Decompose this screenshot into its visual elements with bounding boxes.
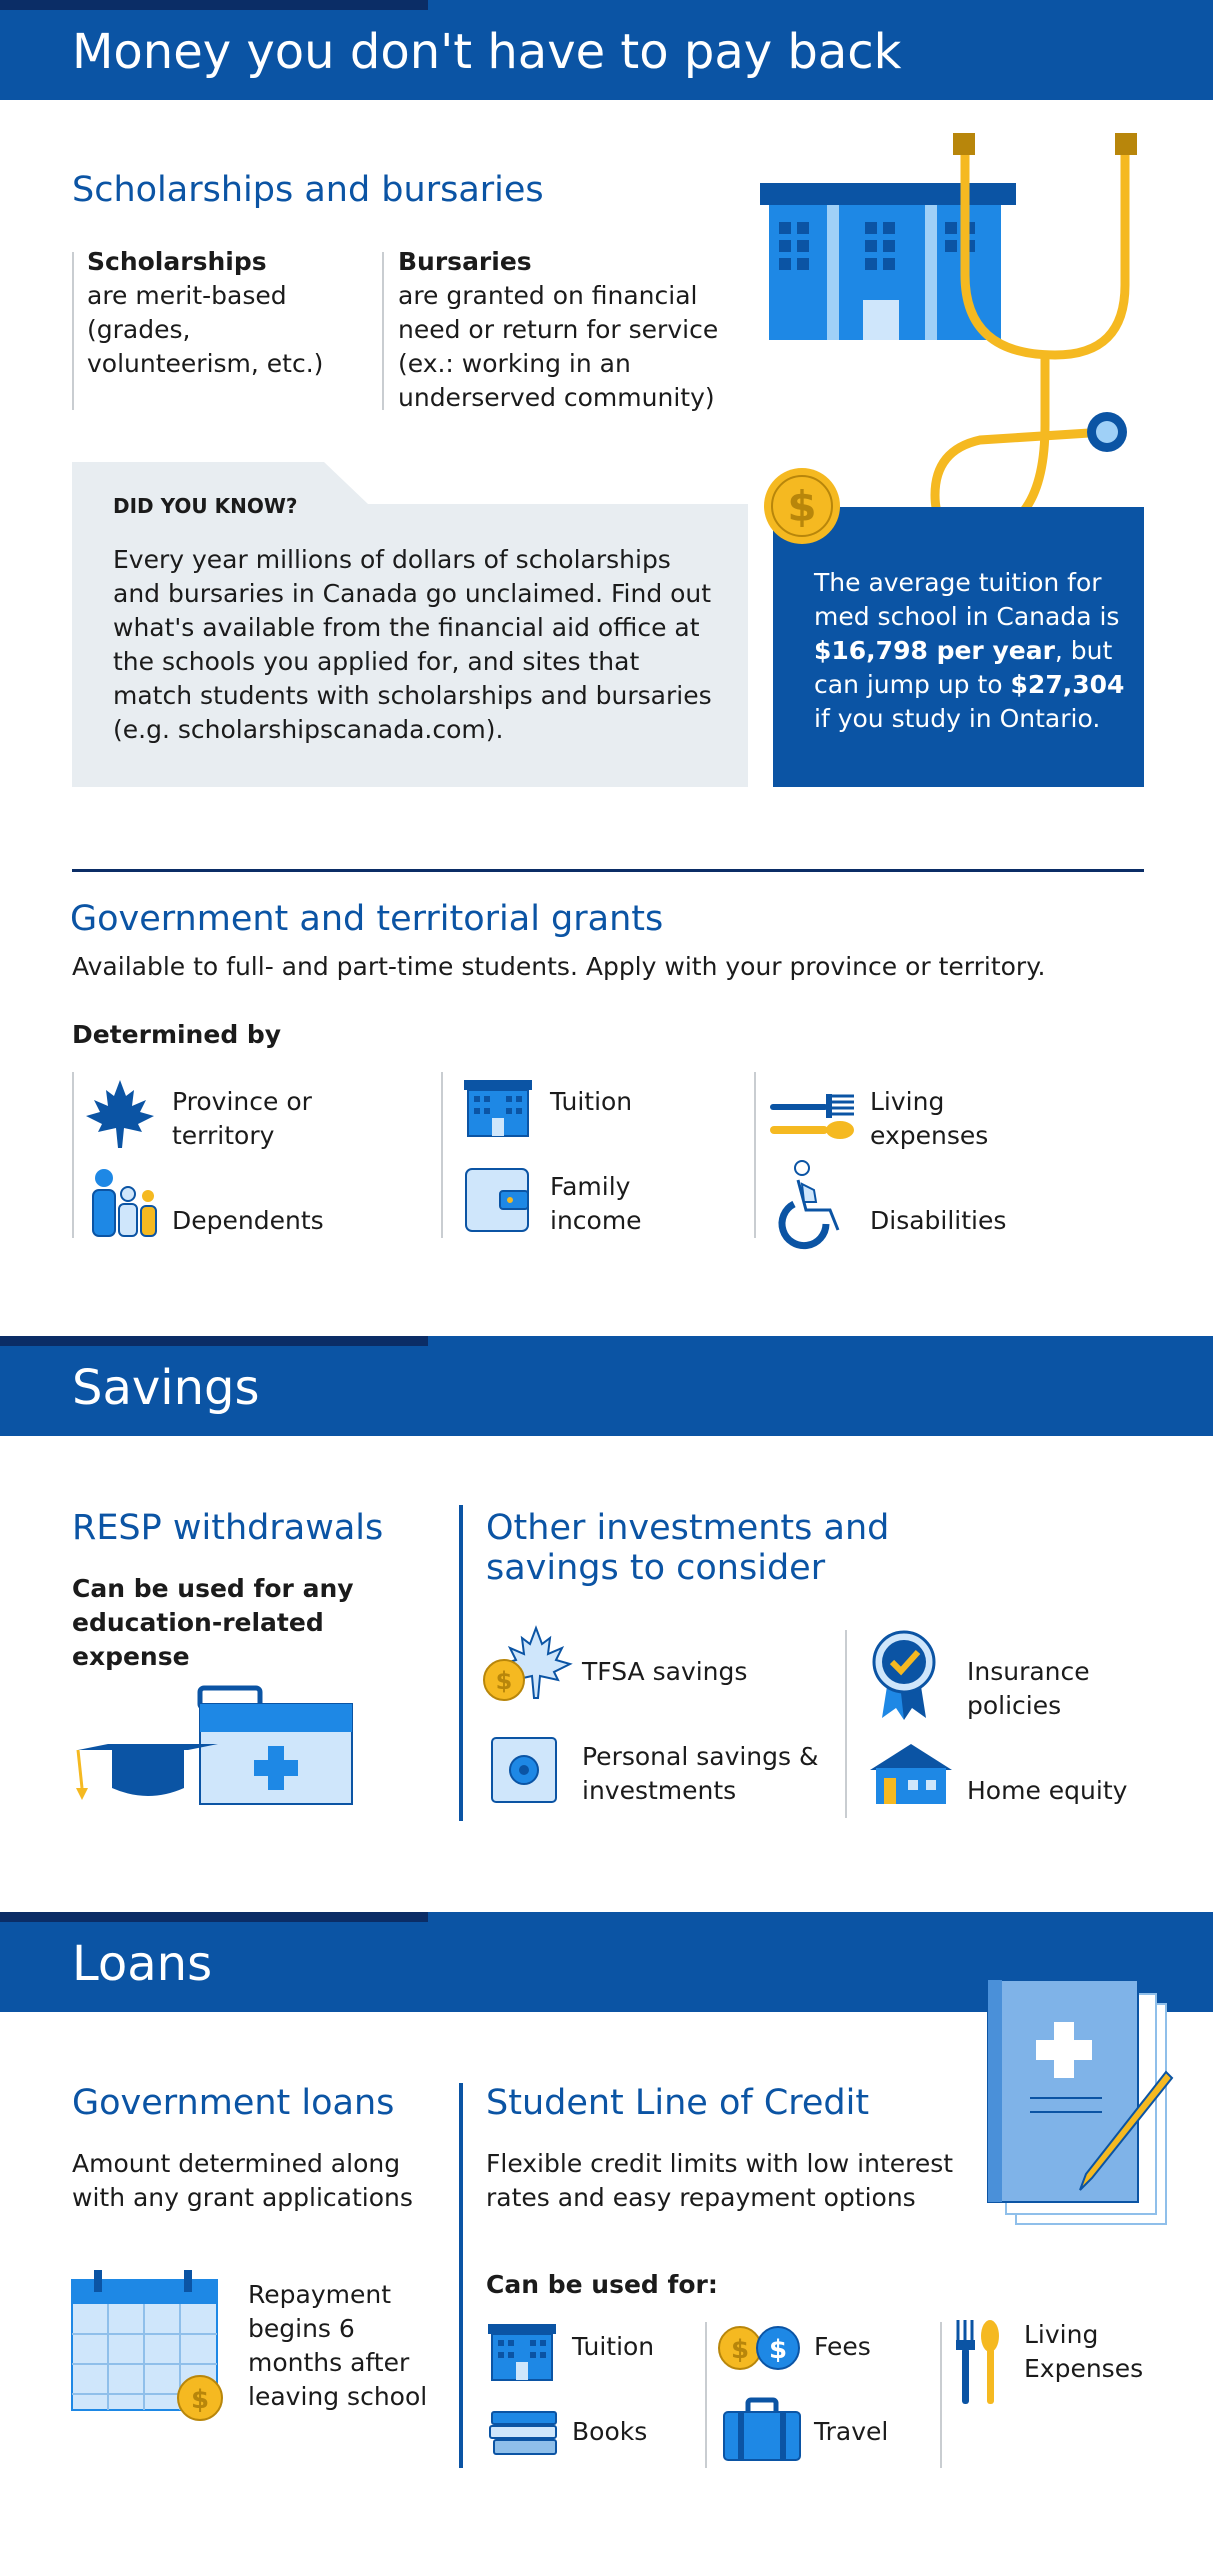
dollar-coin-icon [762, 466, 842, 546]
grant-item-label: Tuition [550, 1087, 633, 1116]
tuition-text-3: if you study in Ontario. [814, 704, 1101, 733]
grant-item-label: Living expenses [870, 1087, 989, 1150]
credit-item-label: Travel [814, 2417, 889, 2446]
building-icon [462, 1078, 534, 1138]
tuition-text-2: , but can jump up to [814, 636, 1113, 699]
government-loans-text: Amount determined along with any grant applications [72, 2149, 413, 2212]
did-you-know-text: Every year millions of dollars of scholarships and bursaries in Canada go unclaimed. Find out what's available from the financial aid office at the schools you applied for, and sites that match students with scholarships and bursaries (e.g. scholarshipscanada.com). [113, 545, 712, 744]
savings-item-label: Home equity [967, 1776, 1128, 1805]
divider [940, 2322, 942, 2468]
section-title-money: Money you don't have to pay back [72, 24, 902, 80]
line-of-credit-heading: Student Line of Credit [486, 2083, 870, 2123]
used-for-label: Can be used for: [486, 2270, 718, 2299]
did-you-know-label: DID YOU KNOW? [113, 494, 298, 518]
grant-item-label: Disabilities [870, 1206, 1007, 1235]
house-icon [866, 1742, 956, 1806]
wallet-icon [462, 1165, 534, 1237]
section-rule [72, 869, 1144, 872]
scholarships-title: Scholarships [87, 247, 267, 276]
header-accent [0, 1912, 428, 1922]
grant-item-label: Dependents [172, 1206, 324, 1235]
credit-item-label: Living Expenses [1024, 2320, 1144, 2383]
utensils-icon [768, 1090, 858, 1150]
maple-coin-icon [482, 1626, 572, 1706]
government-loans-heading: Government loans [72, 2083, 395, 2123]
tuition-amount-2: $27,304 [1010, 670, 1125, 699]
section-title-savings: Savings [72, 1360, 260, 1416]
svg-text:$: $ [495, 1667, 513, 1695]
section-header-savings [0, 1336, 1213, 1436]
grants-subtitle: Available to full- and part-time students. Apply with your province or territory. [72, 952, 1046, 981]
resp-heading: RESP withdrawals [72, 1508, 384, 1548]
bursaries-text: are granted on financial need or return for service (ex.: working in an underserved community) [398, 281, 719, 412]
scholarships-heading: Scholarships and bursaries [72, 170, 544, 210]
tuition-text-1: The average tuition for med school in Canada is [814, 568, 1120, 631]
divider [72, 1072, 74, 1238]
bursaries-block [398, 245, 738, 415]
line-of-credit-text: Flexible credit limits with low interest rates and easy repayment options [486, 2149, 954, 2212]
calendar-coin-icon [72, 2268, 242, 2418]
credit-item-label: Books [572, 2417, 648, 2446]
svg-text:$: $ [730, 2335, 750, 2365]
utensils-icon [954, 2318, 1004, 2408]
medical-book-pencil-icon [982, 1978, 1182, 2228]
savings-item-label: TFSA savings [582, 1657, 748, 1686]
svg-text:$: $ [190, 2385, 210, 2415]
credit-item-label: Fees [814, 2332, 871, 2361]
tuition-amount-1: $16,798 per year [814, 636, 1055, 665]
divider [754, 1072, 756, 1238]
svg-text:$: $ [787, 482, 817, 531]
family-icon [88, 1168, 160, 1240]
grant-item-label: Family income [550, 1172, 642, 1235]
savings-item-label: Insurance policies [967, 1657, 1090, 1720]
suitcase-icon [722, 2398, 802, 2462]
grant-item-label: Province or territory [172, 1087, 312, 1150]
bursaries-title: Bursaries [398, 247, 532, 276]
section-title-loans: Loans [72, 1936, 213, 1992]
scholarships-text: are merit-based (grades, volunteerism, etc.) [87, 281, 324, 378]
determined-by-label: Determined by [72, 1020, 282, 1049]
coins-icon [718, 2324, 808, 2374]
building-icon [486, 2322, 558, 2382]
wheelchair-icon [780, 1160, 852, 1240]
repayment-text: Repayment begins 6 months after leaving school [248, 2280, 428, 2411]
safe-icon [488, 1734, 560, 1806]
scholarships-block [87, 245, 347, 381]
divider [459, 2083, 463, 2468]
divider [705, 2322, 707, 2468]
divider [441, 1072, 443, 1238]
grants-heading: Government and territorial grants [70, 899, 664, 939]
grad-cap-medical-kit-illustration [68, 1688, 368, 1828]
credit-item-label: Tuition [572, 2332, 655, 2361]
divider [845, 1630, 847, 1818]
other-investments-heading: Other investments and savings to consider [486, 1508, 890, 1588]
divider [459, 1505, 463, 1821]
tuition-text [814, 566, 1129, 736]
svg-text:$: $ [768, 2335, 788, 2365]
resp-text: Can be used for any education-related expense [72, 1574, 354, 1671]
section-header-money [0, 0, 1213, 100]
divider [382, 252, 384, 410]
maple-leaf-icon [84, 1078, 156, 1150]
award-badge-icon [868, 1630, 940, 1722]
divider [72, 252, 74, 410]
books-icon [488, 2410, 560, 2460]
savings-item-label: Personal savings & investments [582, 1742, 819, 1805]
